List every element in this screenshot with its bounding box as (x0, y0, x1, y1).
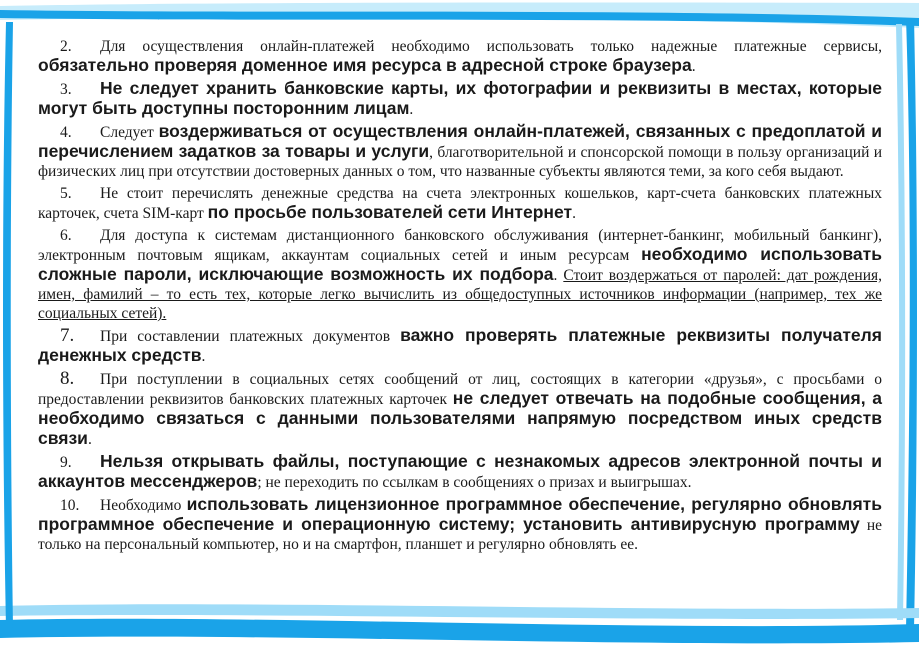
list-item-number: 8. (60, 368, 75, 389)
list-item (38, 369, 882, 449)
emphasis-text: необходимо использовать сложные пароли, исключающие возможность их подбора (38, 244, 882, 284)
emphasis-text: обязательно проверяя доменное имя ресурса в адресной строке браузера (38, 55, 692, 75)
emphasis-text: по просьбе пользователей сети Интернет (207, 202, 573, 222)
list-item (38, 495, 882, 554)
list-item-number: 7. (60, 325, 75, 346)
emphasis-text: использовать лицензионное программное обеспечение, регулярно обновлять программное обеспечение и операционную систему; установить антивирусную программу (38, 494, 882, 534)
emphasis-text: важно проверять платежные реквизиты получателя денежных средств (38, 325, 882, 365)
list-item (38, 326, 882, 366)
emphasis-text: Нельзя открывать файлы, поступающие с незнакомых адресов электронной почты и аккаунтов мессенджеров (38, 451, 882, 491)
frame-left-stroke (3, 22, 13, 628)
body-text: , благотворительной и спонсорской помощи в пользу организаций и физических лиц при отсутствии достоверных данных о том, что названные субъекты являются теми, за кого себя выдают. (38, 144, 882, 180)
body-text: . (572, 205, 576, 222)
list-item (38, 37, 882, 76)
emphasis-text: Не следует хранить банковские карты, их фотографии и реквизиты в местах, которые могут быть доступны посторонним лицам (38, 78, 882, 118)
frame-bottom-light (0, 604, 919, 619)
body-text: Для осуществления онлайн-платежей необходимо использовать только надежные платежные сервисы, (100, 38, 882, 55)
underlined-text: Стоит воздержаться от паролей: дат рождения, имен, фамилий – то есть тех, которые легко вычислить из общедоступных источников информации (например, тех же социальных сетей). (38, 267, 883, 322)
body-text: При составлении платежных документов (100, 328, 401, 345)
list-item (38, 226, 882, 323)
list-item-number: 10. (60, 497, 80, 514)
list-item (38, 184, 882, 223)
list-item-number: 6. (60, 227, 72, 244)
list-item-number: 2. (60, 38, 72, 55)
emphasis-text: воздерживаться от осуществления онлайн-платежей, связанных с предоплатой и перечислением задатков за товары и услуги (38, 121, 882, 161)
list-item-number: 3. (60, 81, 72, 98)
body-text: . (691, 58, 696, 75)
frame-right-light (896, 24, 905, 620)
body-text: Следует (100, 124, 159, 141)
list-item-number: 5. (60, 185, 72, 202)
body-text: ; не переходить по ссылкам в сообщениях о призах и выигрышах. (257, 474, 692, 491)
emphasis-text: не следует отвечать на подобные сообщения, а необходимо связаться с данными пользователями напрямую посредством иных средств связи (38, 388, 882, 448)
body-text: Для доступа к системам дистанционного банковского обслуживания (интернет-банкинг, мобильный банкинг), электронным почтовым ящикам, аккаунтам социальных сетей и иным ресурсам (38, 227, 882, 264)
body-text: . (87, 431, 92, 448)
list-item (38, 452, 882, 492)
body-text: Необходимо (100, 497, 187, 514)
document-body (38, 37, 882, 557)
body-text: . (201, 348, 206, 365)
body-text: Не стоит перечислять денежные средства на счета электронных кошельков, карт-счета банковских платежных карточек, счета SIM-карт (38, 185, 882, 222)
body-text: не только на персональный компьютер, но и на смартфон, планшет и регулярно обновлять ее. (38, 517, 882, 553)
body-text: . (553, 267, 564, 284)
list-item (38, 122, 882, 181)
body-text: При поступлении в социальных сетях сообщений от лиц, состоящих в категории «друзья», с просьбами о предоставлении реквизитов банковских платежных карточек (38, 371, 882, 408)
list-item (38, 79, 882, 119)
frame-bottom-stroke (0, 619, 919, 644)
list-item-number: 4. (60, 124, 72, 141)
frame-right-stroke (906, 18, 917, 630)
list-item-number: 9. (60, 454, 72, 471)
body-text: . (409, 101, 414, 118)
